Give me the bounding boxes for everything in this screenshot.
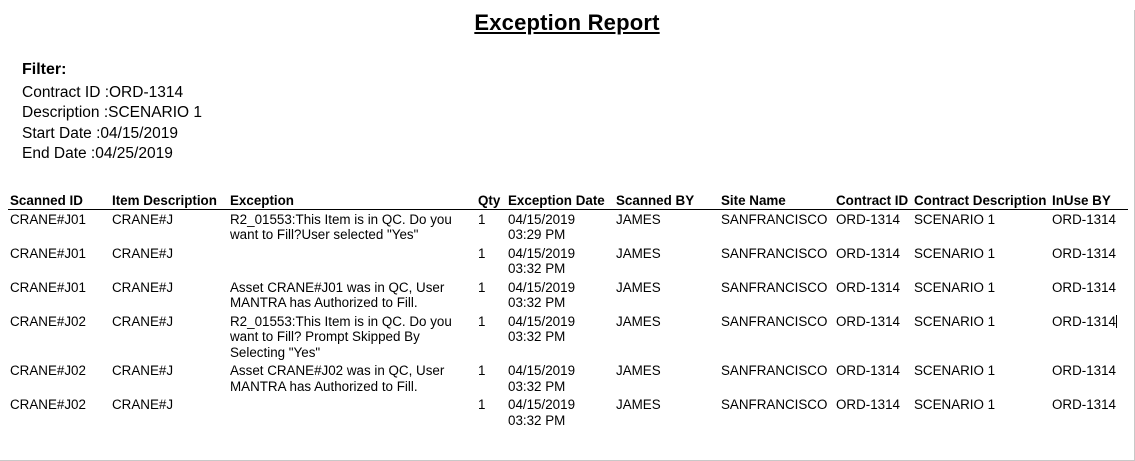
- cell-inuse-by: ORD-1314: [1052, 363, 1117, 378]
- cell-contract-description: SCENARIO 1: [914, 279, 996, 295]
- cell-inuse-by: ORD-1314: [1052, 397, 1117, 412]
- cell-qty: 1: [478, 211, 486, 227]
- cell-contract-description: SCENARIO 1: [914, 363, 996, 378]
- table-row: [8, 395, 1128, 429]
- table-row: [8, 244, 1128, 278]
- cell-site-name: SANFRANCISCO: [721, 363, 828, 378]
- cell-item-description: CRANE#J: [112, 279, 174, 295]
- cell-exception-date: [506, 312, 614, 362]
- cell-scanned-by: JAMES: [616, 363, 661, 378]
- cell-item-description: CRANE#J: [112, 245, 174, 261]
- cell-contract-id: ORD-1314: [836, 397, 901, 412]
- exception-date-day: 04/15/2019: [508, 313, 576, 329]
- column-header-item-description: Item Description: [112, 192, 217, 208]
- cell-scanned-id: CRANE#J02: [10, 397, 86, 412]
- cell-item-description: CRANE#J: [112, 363, 174, 378]
- table-header: [8, 193, 1128, 210]
- table-row: [8, 312, 1128, 362]
- cell-exception-date: [506, 361, 614, 395]
- filter-start-date: Start Date :04/15/2019: [22, 124, 178, 142]
- cell-scanned-by: JAMES: [616, 211, 661, 227]
- column-header-scanned-by: Scanned BY: [616, 192, 695, 208]
- exception-date-time: 03:32 PM: [508, 378, 566, 394]
- cell-exception-date: [506, 209, 614, 244]
- cell-inuse-by: ORD-1314: [1052, 245, 1117, 261]
- cell-scanned-id: CRANE#J01: [10, 279, 86, 295]
- cell-exception: [228, 244, 476, 278]
- report-page: [0, 10, 1135, 461]
- cell-exception: R2_01553:This Item is in QC. Do you want to Fill?User selected "Yes": [230, 211, 452, 242]
- cell-exception: Asset CRANE#J02 was in QC, User MANTRA has Authorized to Fill.: [230, 363, 445, 394]
- cell-inuse-by: [1050, 312, 1128, 362]
- cell-scanned-by: JAMES: [616, 397, 661, 412]
- exception-date-day: 04/15/2019: [508, 397, 576, 412]
- cell-contract-id: ORD-1314: [836, 313, 901, 329]
- cell-exception-date: [506, 278, 614, 312]
- exception-date-day: 04/15/2019: [508, 279, 576, 295]
- column-header-exception-date: Exception Date: [508, 192, 605, 208]
- cell-exception: Asset CRANE#J01 was in QC, User MANTRA has Authorized to Fill.: [230, 279, 445, 310]
- column-header-contract-id: Contract ID: [836, 192, 909, 208]
- cell-exception-date: [506, 244, 614, 278]
- cell-qty: 1: [478, 397, 486, 412]
- cell-contract-description: SCENARIO 1: [914, 211, 996, 227]
- cell-item-description: CRANE#J: [112, 397, 174, 412]
- cell-scanned-by: JAMES: [616, 279, 661, 295]
- cell-site-name: SANFRANCISCO: [721, 313, 828, 329]
- cell-contract-id: ORD-1314: [836, 363, 901, 378]
- table-body: [8, 209, 1128, 429]
- exception-date-time: 03:32 PM: [508, 295, 566, 310]
- cell-exception: R2_01553:This Item is in QC. Do you want to Fill? Prompt Skipped By Selecting "Yes": [230, 313, 452, 360]
- cell-scanned-id: CRANE#J02: [10, 313, 86, 329]
- filter-description: Description :SCENARIO 1: [22, 104, 203, 121]
- exception-date-day: 04/15/2019: [508, 363, 576, 378]
- cell-site-name: SANFRANCISCO: [721, 279, 828, 295]
- exception-date-time: 03:29 PM: [508, 227, 566, 242]
- cell-scanned-by: JAMES: [616, 313, 661, 329]
- exception-date-day: 04/15/2019: [508, 245, 576, 261]
- cell-qty: 1: [478, 279, 486, 295]
- inuse-by-value: ORD-1314: [1052, 313, 1117, 329]
- cell-site-name: SANFRANCISCO: [721, 211, 828, 227]
- table-row: [8, 361, 1128, 395]
- cell-contract-id: ORD-1314: [836, 245, 901, 261]
- text-cursor: [1116, 315, 1117, 328]
- cell-item-description: CRANE#J: [112, 313, 174, 329]
- exception-date-day: 04/15/2019: [508, 211, 576, 227]
- column-header-contract-description: Contract Description: [914, 192, 1047, 208]
- table-header-row: [8, 193, 1128, 210]
- cell-contract-description: SCENARIO 1: [914, 313, 996, 329]
- column-header-exception: Exception: [230, 192, 294, 208]
- cell-inuse-by: ORD-1314: [1052, 279, 1117, 295]
- cell-qty: 1: [478, 313, 486, 329]
- cell-scanned-id: CRANE#J01: [10, 245, 86, 261]
- exception-table: [8, 193, 1128, 430]
- table-row: [8, 209, 1128, 244]
- cell-contract-description: SCENARIO 1: [914, 397, 996, 412]
- cell-exception: [228, 395, 476, 429]
- cell-scanned-id: CRANE#J01: [10, 211, 86, 227]
- cell-scanned-id: CRANE#J02: [10, 363, 86, 378]
- filter-heading: Filter:: [22, 61, 67, 78]
- filter-contract-id: Contract ID :ORD-1314: [22, 83, 184, 101]
- page-title: Exception Report: [474, 10, 660, 35]
- exception-date-time: 03:32 PM: [508, 412, 566, 428]
- cell-contract-id: ORD-1314: [836, 211, 901, 227]
- cell-site-name: SANFRANCISCO: [721, 397, 828, 412]
- filter-end-date: End Date :04/25/2019: [22, 145, 173, 162]
- table-row: [8, 278, 1128, 312]
- cell-qty: 1: [478, 245, 486, 261]
- exception-date-time: 03:32 PM: [508, 329, 566, 344]
- cell-item-description: CRANE#J: [112, 211, 174, 227]
- column-header-site-name: Site Name: [721, 192, 786, 208]
- column-header-inuse-by: InUse BY: [1052, 192, 1111, 208]
- cell-qty: 1: [478, 363, 486, 378]
- cell-scanned-by: JAMES: [616, 245, 661, 261]
- cell-contract-description: SCENARIO 1: [914, 245, 996, 261]
- cell-inuse-by: ORD-1314: [1052, 211, 1117, 227]
- cell-exception-date: [506, 395, 614, 429]
- column-header-qty: Qty: [478, 192, 501, 208]
- exception-date-time: 03:32 PM: [508, 261, 566, 276]
- column-header-scanned-id: Scanned ID: [10, 192, 83, 208]
- filter-summary: [22, 60, 1134, 165]
- cell-contract-id: ORD-1314: [836, 279, 901, 295]
- cell-site-name: SANFRANCISCO: [721, 245, 828, 261]
